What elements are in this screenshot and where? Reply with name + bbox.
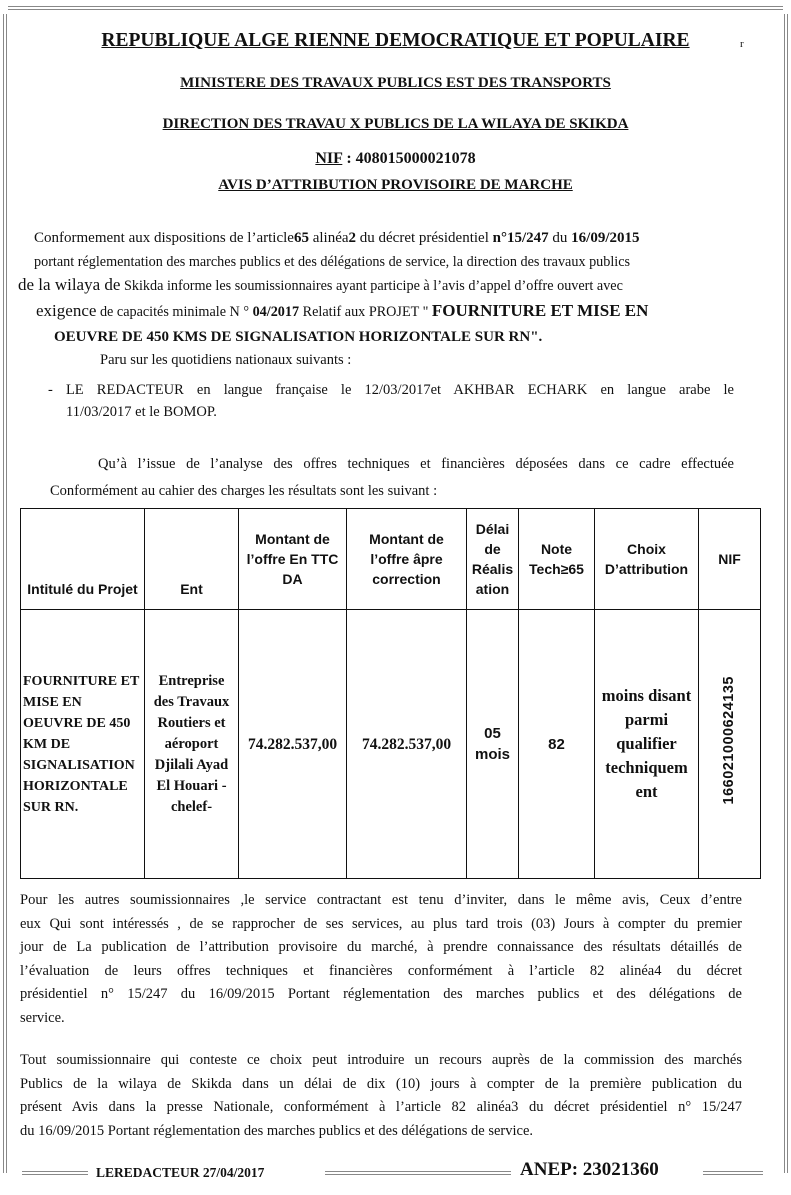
recourse-line-3: présent Avis dans la presse Nationale, conformément à l’article 82 alinéa3 du décret présidentiel n° 15/247: [20, 1099, 742, 1115]
intro-line-4: exigence de capacités minimale N ° 04/2017 Relatif aux PROJET " FOURNITURE ET MISE EN: [36, 301, 649, 320]
recourse-line-1: Tout soumissionnaire qui conteste ce choix peut introduire un recours auprès de la commission des marchés: [20, 1052, 742, 1068]
recourse-paragraph: [20, 1049, 742, 1143]
cell-projet: FOURNITURE ET MISE EN OEUVRE DE 450 KM DE SIGNALISATION HORIZONTALE SUR RN.: [21, 610, 145, 879]
cell-nif: [699, 610, 761, 879]
cell-choix: moins disant parmi qualifier techniquem ent: [595, 610, 699, 879]
analysis-line-1: Qu’à l’issue de l’analyse des offres techniques et financières déposées dans ce cadre effectuée: [98, 456, 734, 472]
footer-rule-middle: [325, 1171, 511, 1175]
nif-vertical-text: 166021000624135: [721, 676, 737, 805]
cell-montant-ttc: 74.282.537,00: [239, 610, 347, 879]
intro-line-3: de la wilaya de Skikda informe les soumissionnaires ayant participe à l’avis d’appel d’offre ouvert avec: [18, 275, 623, 294]
other-bidders-line-3: jour de La publication de l’attribution provisoire du marché, à prendre connaissance des résultats détaillés de: [20, 939, 742, 955]
results-table: [20, 508, 761, 879]
intro-line-2: portant réglementation des marches publics et des délégations de service, la direction des travaux publics: [34, 254, 631, 270]
cell-montant-correction: 74.282.537,00: [347, 610, 467, 879]
other-bidders-line-6: service.: [20, 1009, 65, 1026]
other-bidders-line-1: Pour les autres soumissionnaires ,le service contractant est tenu d’inviter, dans le même avis, Ceux d’entre: [20, 892, 742, 908]
frame-top-border: [8, 6, 783, 10]
header-montant-correction: Montant de l’offre âpre correction: [347, 509, 467, 610]
press-line-1: - LE REDACTEUR en langue française le 12/03/2017et AKHBAR ECHARK en langue arabe le: [48, 382, 734, 398]
header-nif: NIF: [699, 509, 761, 610]
intro-line-1: Conformement aux dispositions de l’article65 alinéa2 du décret présidentiel n°15/247 du 16/09/2015: [34, 230, 640, 246]
direction-title: DIRECTION DES TRAVAU X PUBLICS DE LA WILAYA DE SKIKDA: [162, 116, 629, 132]
republic-title: REPUBLIQUE ALGE RIENNE DEMOCRATIQUE ET POPULAIRE: [101, 30, 690, 51]
ministry-title: MINISTERE DES TRAVAUX PUBLICS EST DES TRANSPORTS: [180, 75, 611, 91]
analysis-line-2: Conformément au cahier des charges les résultats sont les suivant :: [50, 483, 438, 499]
other-bidders-line-2: eux Qui sont intéressés , de se rapprocher de ses services, au plus tard trois (03) Jours à compter du premier: [20, 915, 742, 932]
recourse-line-2: Publics de la wilaya de Skikda dans un délai de dix (10) jours à compter de la première publication du: [20, 1075, 742, 1092]
cell-note: 82: [519, 610, 595, 879]
other-bidders-line-4: l’évaluation de leurs offres techniques et financières conformément à l’article 82 alinéa4 du décret: [20, 962, 742, 979]
nif-line: [0, 150, 791, 168]
newspapers-intro: Paru sur les quotidiens nationaux suivants :: [100, 352, 352, 368]
header-montant-ttc: Montant de l’offre En TTC DA: [239, 509, 347, 610]
header-note: Note Tech≥65: [519, 509, 595, 610]
header-choix: Choix D’attribution: [595, 509, 699, 610]
table-header-row: [21, 509, 761, 610]
nif-label: NIF: [315, 150, 343, 167]
other-bidders-paragraph: [20, 889, 742, 1030]
footer-rule-right: [703, 1171, 763, 1175]
cell-ent: Entreprise des Travaux Routiers et aéroport Djilali Ayad El Houari -chelef-: [145, 610, 239, 879]
header-ent: Ent: [145, 509, 239, 610]
table-row: [21, 610, 761, 879]
press-line-2: 11/03/2017 et le BOMOP.: [66, 404, 217, 420]
header-projet: Intitulé du Projet: [21, 509, 145, 610]
footer-rule-left: [22, 1171, 88, 1175]
intro-line-5: OEUVRE DE 450 KMS DE SIGNALISATION HORIZONTALE SUR RN".: [54, 329, 543, 345]
notice-title: AVIS D’ATTRIBUTION PROVISOIRE DE MARCHE: [218, 177, 573, 193]
cell-delai: 05 mois: [467, 610, 519, 879]
footer-anep-number: ANEP: 23021360: [520, 1159, 659, 1180]
header-delai: Délai de Réalis ation: [467, 509, 519, 610]
footer-newspaper-date: LEREDACTEUR 27/04/2017: [96, 1165, 265, 1180]
other-bidders-line-5: présidentiel n° 15/247 du 16/09/2015 Portant réglementation des marches publics et des délégations de: [20, 986, 742, 1002]
stray-mark: r: [740, 38, 744, 50]
nif-value: : 408015000021078: [342, 150, 476, 167]
recourse-line-4: du 16/09/2015 Portant réglementation des marches publics et des délégations de service.: [20, 1122, 534, 1139]
